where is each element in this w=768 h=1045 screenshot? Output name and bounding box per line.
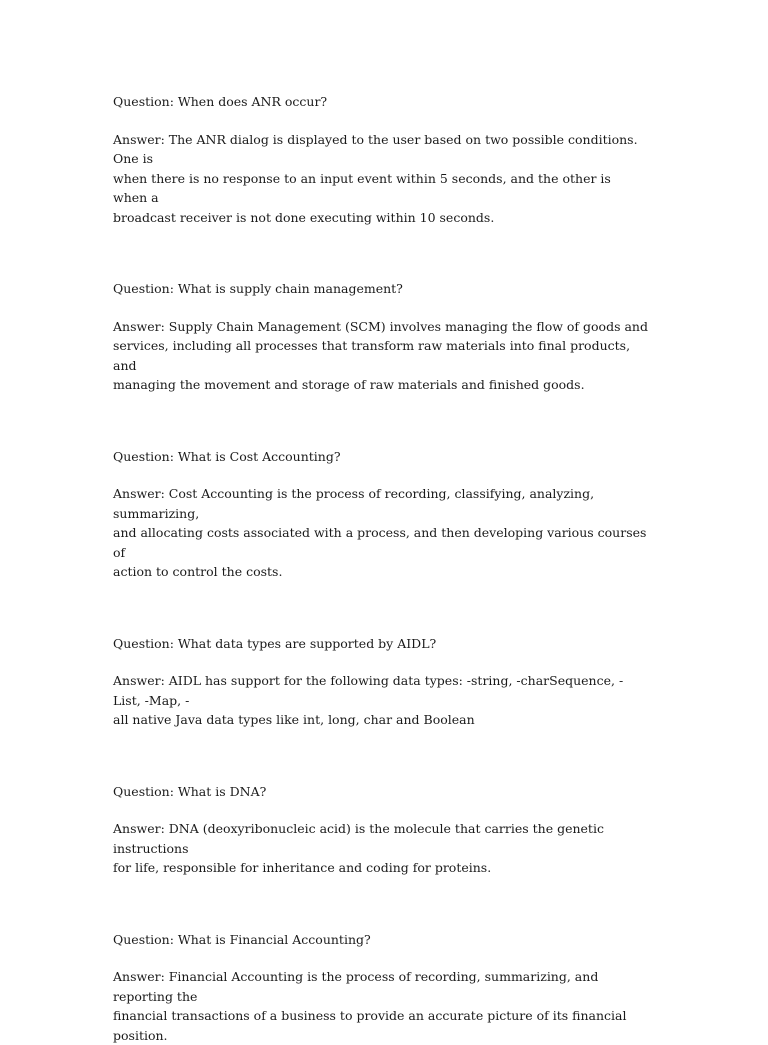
answer-text: Answer: Financial Accounting is the process of recording, summarizing, and reporting the financial transactions of a business to provide an accurate picture of its financial position. (113, 967, 648, 1045)
qa-item-cost-accounting (113, 447, 648, 582)
question-text: Question: What is Cost Accounting? (113, 447, 648, 467)
question-text: Question: When does ANR occur? (113, 92, 648, 112)
question-text: Question: What is DNA? (113, 782, 648, 802)
answer-text: Answer: Cost Accounting is the process of recording, classifying, analyzing, summarizing, and allocating costs associated with a process, and then developing various courses of action to control the costs. (113, 484, 648, 582)
qa-item-dna (113, 782, 648, 878)
answer-text: Answer: DNA (deoxyribonucleic acid) is the molecule that carries the genetic instructions for life, responsible for inheritance and coding for proteins. (113, 819, 648, 878)
qa-item-aidl (113, 634, 648, 730)
question-text: Question: What is supply chain management? (113, 279, 648, 299)
question-text: Question: What is Financial Accounting? (113, 930, 648, 950)
qa-item-supply-chain (113, 279, 648, 395)
answer-text: Answer: AIDL has support for the following data types: -string, -charSequence, -List, -Map, - all native Java data types like int, long, char and Boolean (113, 671, 648, 730)
answer-text: Answer: The ANR dialog is displayed to the user based on two possible conditions. One is when there is no response to an input event within 5 seconds, and the other is when a broadcast receiver is not done executing within 10 seconds. (113, 130, 648, 228)
qa-item-financial-accounting (113, 930, 648, 1045)
answer-text: Answer: Supply Chain Management (SCM) involves managing the flow of goods and services, including all processes that transform raw materials into final products, and managing the movement and storage of raw materials and finished goods. (113, 317, 648, 395)
qa-item-anr (113, 92, 648, 227)
question-text: Question: What data types are supported by AIDL? (113, 634, 648, 654)
